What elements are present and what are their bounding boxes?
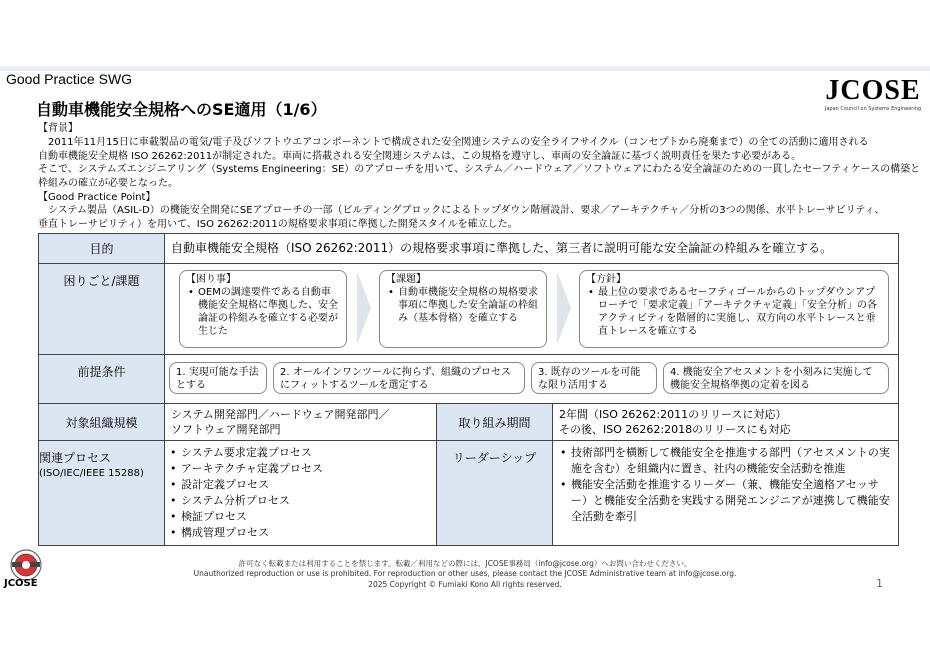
premise-item: 1. 実現可能な手法とする [169, 362, 267, 394]
purpose-text: 自動車機能安全規格（ISO 26262:2011）の規格要求事項に準拠した、第三者に説明可能な安全論証の枠組みを確立する。 [165, 234, 898, 264]
scale-line: ソフトウェア開発部門 [171, 423, 281, 436]
leadership-cell [553, 441, 898, 545]
summary-table [38, 233, 899, 546]
page-number: 1 [876, 577, 883, 590]
period-text [553, 404, 898, 441]
issues-label: 困りごと/課題 [39, 264, 165, 355]
process-label: 関連プロセス [39, 451, 112, 465]
purpose-label: 目的 [39, 234, 165, 264]
background-line: そこで、システムズエンジニアリング（Systems Engineering：SE）のアプローチを用いて、システム／ハードウェア／ソフトウェアにわたる安全論証のための一貫したセーフティケースの構築と [38, 164, 921, 175]
jcose-logo [818, 76, 928, 114]
premise-label: 前提条件 [39, 355, 165, 404]
logo-text: JCOSE [825, 75, 921, 106]
good-practice-line: システム製品（ASIL-D）の機能安全開発にSEアプローチの一部（ビルディングブロックによるトップダウン階層設計、要求／アーキテクチャ／分析の3つの関係、水平トレーサビリティ、 [48, 205, 885, 216]
period-line: その後、ISO 26262:2018のリリースにも対応 [559, 423, 791, 436]
process-sublabel: (ISO/IEC/IEEE 15288) [39, 468, 144, 479]
issue-box-trouble [179, 270, 347, 348]
good-practice-line: 垂直トレーサビリティ）を用いて、ISO 26262:2011の規格要求事項に準拠した開発スタイルを確立した。 [38, 219, 518, 230]
top-band [0, 66, 930, 71]
leadership-label: リーダーシップ [437, 441, 553, 545]
chevron-right-icon [557, 272, 571, 344]
issue-box-head: 【困り事】 [186, 274, 236, 285]
swg-label: Good Practice SWG [6, 71, 133, 87]
premise-cell [165, 355, 898, 404]
footer-notice-ja: 許可なく転載または利用することを禁じます。転載／利用などの際には、JCOSE事務局（info@jcose.org）へお問い合わせください。 [238, 559, 692, 568]
list-item: • 検証プロセス [167, 509, 434, 525]
issue-box-item: • 最上位の要求であるセーフティゴールからのトップダウンアプローチで「要求定義」「アーキテクチャ定義」「安全分析」の各アクティビティを階層的に実施し、双方向の水平トレースと垂直トレースを確立する [586, 286, 882, 338]
list-item: • システム分析プロセス [167, 493, 434, 509]
background-line: 自動車機能安全規格 ISO 26262:2011が制定された。車両に搭載される安全関連システムは、この規格を遵守し、車両の安全論証に基づく説明責任を果たす必要がある。 [38, 151, 802, 162]
premise-item: 2. オールインワンツールに拘らず、組織のプロセスにフィットするツールを選定する [273, 362, 525, 394]
period-label: 取り組み期間 [437, 404, 553, 441]
background-line: 2011年11月15日に車載製品の電気/電子及びソフトウエアコンポーネントで構成された安全関連システムの安全ライフサイクル（コンセプトから廃棄まで）の全ての活動に適用される [48, 137, 869, 148]
scale-line: システム開発部門／ハードウェア開発部門／ [171, 408, 390, 421]
logo-subtext: Japan Council on Systems Engineering [824, 106, 922, 112]
background-line: 枠組みの確立が必要となった。 [38, 178, 178, 189]
list-item: • システム要求定義プロセス [167, 445, 434, 461]
page-title: 自動車機能安全規格へのSE適用（1/6） [36, 100, 327, 119]
issue-box-head: 【課題】 [386, 274, 426, 285]
good-practice-heading: 【Good Practice Point】 [38, 192, 156, 203]
process-label-cell [39, 441, 165, 545]
issue-box-item: • OEMの調達要件である自動車機能安全規格に準拠した、安全論証の枠組みを確立する必要が生じた [186, 286, 340, 338]
footer-notice-en: Unauthorized reproduction or use is prohibited. For reproduction or other uses, please contact the JCOSE Administrative team at info@jcose.org. [193, 569, 737, 578]
list-item: • 技術部門を横断して機能安全を推進する部門（アセスメントの実施を含む）を組織内に置き、社内の機能安全活動を推進 [557, 445, 894, 477]
premise-item: 4. 機能安全アセスメントを小刻みに実施して機能安全規格準拠の定着を図る [663, 362, 889, 394]
seal-logo-text: JCOSE [4, 578, 38, 589]
background-heading: 【背景】 [38, 123, 78, 134]
scale-text [165, 404, 437, 441]
period-line: 2年間（ISO 26262:2011のリリースに対応） [559, 408, 787, 421]
issue-box-item: • 自動車機能安全規格の規格要求事項に準拠した安全論証の枠組み（基本骨格）を確立する [386, 286, 540, 325]
list-item: • 設計定義プロセス [167, 477, 434, 493]
issue-box-task [379, 270, 547, 348]
list-item: • 機能安全活動を推進するリーダー（兼、機能安全適格アセッサー）と機能安全活動を実践する開発エンジニアが連携して機能安全活動を牽引 [557, 477, 894, 525]
premise-item: 3. 既存のツールを可能な限り活用する [531, 362, 657, 394]
scale-label: 対象組織規模 [39, 404, 165, 441]
list-item: • アーキテクチャ定義プロセス [167, 461, 434, 477]
process-cell [165, 441, 437, 545]
issue-box-policy [579, 270, 889, 348]
footer-copyright: 2025 Copyright © Fumiaki Kono All rights reserved. [368, 580, 562, 589]
list-item: • 構成管理プロセス [167, 525, 434, 541]
chevron-right-icon [357, 272, 371, 344]
issues-cell [165, 264, 898, 355]
issue-box-head: 【方針】 [586, 274, 626, 285]
